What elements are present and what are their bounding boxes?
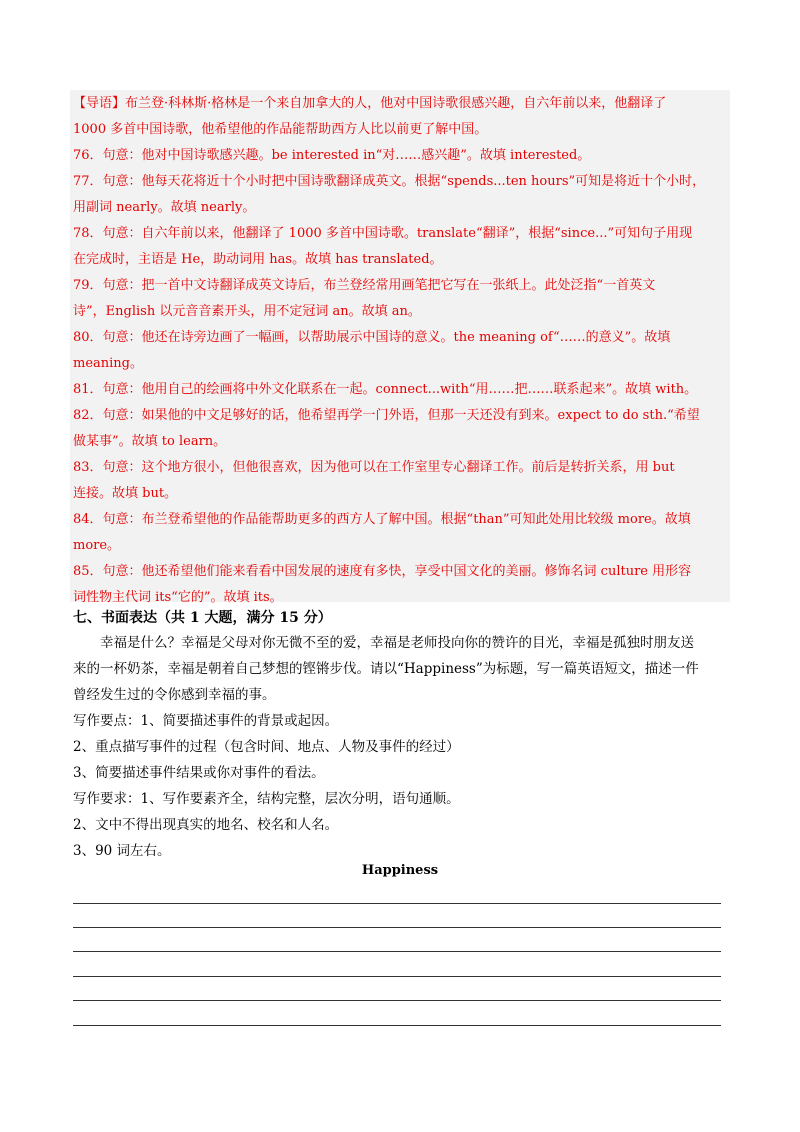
answer-writing-line[interactable] xyxy=(73,927,721,928)
writing-points-line: 写作要点：1、简要描述事件的背景或起因。 xyxy=(73,713,339,729)
answer-line: 80．句意：他还在诗旁边画了一幅画，以帮助展示中国诗的意义。the meaning of“……的意义”。故填 xyxy=(73,330,671,345)
writing-requirements-line: 2、文中不得出现真实的地名、校名和人名。 xyxy=(73,817,339,833)
answer-line: 83．句意：这个地方很小，但他很喜欢，因为他可以在工作室里专心翻译工作。前后是转折关系，用 but xyxy=(73,460,675,475)
answer-writing-line[interactable] xyxy=(73,951,721,952)
answer-line: 1000 多首中国诗歌，他希望他的作品能帮助西方人比以前更了解中国。 xyxy=(73,122,488,137)
answer-line: 78．句意：自六年前以来，他翻译了 1000 多首中国诗歌。translate“翻译”，根据“since...”可知句子用现 xyxy=(73,226,693,241)
prompt-line: 曾经发生过的令你感到幸福的事。 xyxy=(73,687,276,703)
answer-writing-line[interactable] xyxy=(73,1000,721,1001)
answer-writing-line[interactable] xyxy=(73,903,721,904)
answer-line: 连接。故填 but。 xyxy=(73,486,178,501)
answer-line: 诗”，English 以元音音素开头，用不定冠词 an。故填 an。 xyxy=(73,304,421,319)
writing-requirements-line: 写作要求：1、写作要素齐全，结构完整，层次分明，语句通顺。 xyxy=(73,791,460,807)
answer-writing-line[interactable] xyxy=(73,976,721,977)
answer-writing-line[interactable] xyxy=(73,1025,721,1026)
answer-line: 76．句意：他对中国诗歌感兴趣。be interested in“对……感兴趣”。故填 interested。 xyxy=(73,148,591,163)
section-heading: 七、书面表达（共 1 大题，满分 15 分） xyxy=(73,610,332,626)
writing-points-line: 3、简要描述事件结果或你对事件的看法。 xyxy=(73,765,325,781)
answer-line: 84．句意：布兰登希望他的作品能帮助更多的西方人了解中国。根据“than”可知此处用比较级 more。故填 xyxy=(73,512,691,527)
answer-line: 79．句意：把一首中文诗翻译成英文诗后，布兰登经常用画笔把它写在一张纸上。此处泛指“一首英文 xyxy=(73,278,656,293)
answer-line: 85．句意：他还希望他们能来看看中国发展的速度有多快，享受中国文化的美丽。修饰名词 culture 用形容 xyxy=(73,564,692,579)
answer-line: meaning。 xyxy=(73,356,143,371)
answer-line: more。 xyxy=(73,538,121,553)
answer-line: 81．句意：他用自己的绘画将中外文化联系在一起。connect...with“用……把……联系起来”。故填 with。 xyxy=(73,382,698,397)
prompt-line: 来的一杯奶茶，幸福是朝着自己梦想的铿锵步伐。请以“Happiness”为标题，写一篇英语短文，描述一件 xyxy=(73,661,699,677)
answer-line: 做某事”。故填 to learn。 xyxy=(73,434,227,449)
answer-line: 82．句意：如果他的中文足够好的话，他希望再学一门外语，但那一天还没有到来。expect to do sth.“希望 xyxy=(73,408,700,423)
answer-line: 词性物主代词 its“它的”。故填 its。 xyxy=(73,590,283,605)
writing-points-line: 2、重点描写事件的过程（包含时间、地点、人物及事件的经过） xyxy=(73,739,460,755)
writing-requirements-line: 3、90 词左右。 xyxy=(73,843,171,859)
answer-line: 在完成时，主语是 He，助动词用 has。故填 has translated。 xyxy=(73,252,443,267)
answer-line: 【导语】布兰登·科林斯·格林是一个来自加拿大的人，他对中国诗歌很感兴趣，自六年前以来，他翻译了 xyxy=(73,96,667,111)
answer-line: 77．句意：他每天花将近十个小时把中国诗歌翻译成英文。根据“spends...ten hours”可知是将近十个小时， xyxy=(73,174,706,189)
prompt-line: 幸福是什么？幸福是父母对你无微不至的爱，幸福是老师投向你的赞许的目光，幸福是孤独时朋友送 xyxy=(100,635,694,651)
essay-title: Happiness xyxy=(361,863,439,878)
answer-line: 用副词 nearly。故填 nearly。 xyxy=(73,200,256,215)
